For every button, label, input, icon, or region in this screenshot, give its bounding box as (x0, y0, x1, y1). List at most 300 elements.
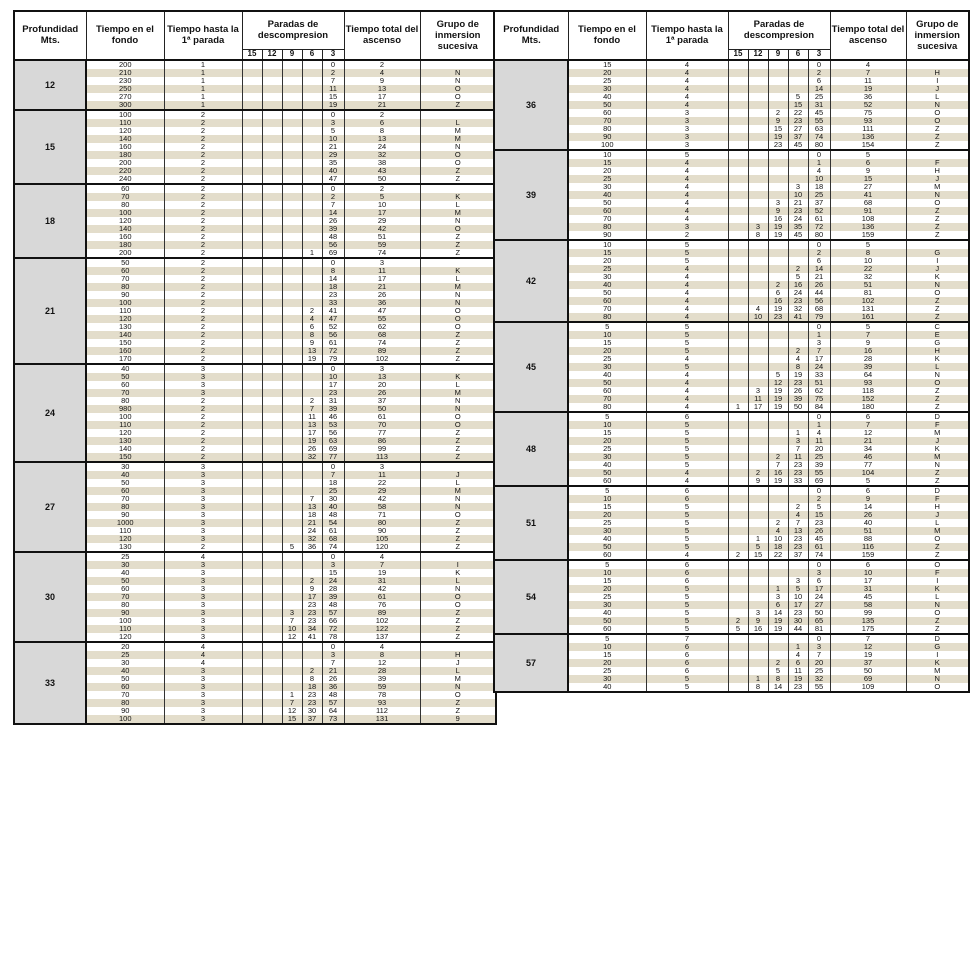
bottom-time-cell: 40 (568, 371, 646, 379)
first-stop-cell: 6 (646, 486, 728, 495)
stop-12-cell (262, 315, 282, 323)
stop-12-cell (748, 60, 768, 69)
bottom-time-cell: 5 (568, 322, 646, 331)
table-row (14, 291, 496, 299)
stop-12-cell (262, 307, 282, 315)
group-cell: G (906, 249, 969, 257)
stop-15-cell (242, 389, 262, 397)
stop-9-cell (282, 651, 302, 659)
stop-12-cell (262, 355, 282, 364)
group-cell (420, 258, 496, 267)
header-stop-6: 6 (302, 49, 322, 60)
stop-3-cell: 52 (322, 323, 344, 331)
stop-12-cell (748, 322, 768, 331)
stop-6-cell (788, 634, 808, 643)
total-ascent-cell: 10 (830, 257, 906, 265)
stop-9-cell: 19 (768, 133, 788, 141)
bottom-time-cell: 50 (86, 577, 164, 585)
bottom-time-cell: 15 (568, 339, 646, 347)
stop-15-cell (728, 585, 748, 593)
table-row (14, 642, 496, 651)
stop-15-cell (242, 143, 262, 151)
total-ascent-cell: 180 (830, 403, 906, 412)
stop-12-cell: 1 (748, 675, 768, 683)
stop-3-cell: 46 (322, 413, 344, 421)
stop-3-cell: 0 (322, 184, 344, 193)
stop-15-cell (728, 683, 748, 692)
stop-3-cell: 2 (322, 69, 344, 77)
stop-15-cell (242, 93, 262, 101)
bottom-time-cell: 30 (568, 453, 646, 461)
total-ascent-cell: 28 (830, 355, 906, 363)
total-ascent-cell: 39 (830, 363, 906, 371)
stop-12-cell (262, 275, 282, 283)
total-ascent-cell: 6 (830, 560, 906, 569)
total-ascent-cell: 71 (344, 511, 420, 519)
bottom-time-cell: 240 (86, 175, 164, 184)
first-stop-cell: 4 (646, 469, 728, 477)
group-cell: O (906, 535, 969, 543)
first-stop-cell: 2 (164, 421, 242, 429)
total-ascent-cell: 7 (830, 421, 906, 429)
stop-9-cell (282, 519, 302, 527)
stop-12-cell (748, 339, 768, 347)
stop-6-cell (302, 552, 322, 561)
group-cell: M (420, 389, 496, 397)
total-ascent-cell: 58 (830, 601, 906, 609)
first-stop-cell: 5 (646, 683, 728, 692)
stop-12-cell (262, 225, 282, 233)
total-ascent-cell: 42 (344, 495, 420, 503)
total-ascent-cell: 74 (344, 249, 420, 258)
header-depth: Profundidad Mts. (14, 11, 86, 60)
stop-12-cell (262, 93, 282, 101)
table-row (494, 60, 969, 69)
group-cell: C (906, 322, 969, 331)
stop-15-cell (242, 249, 262, 258)
bottom-time-cell: 25 (568, 667, 646, 675)
stop-6-cell: 4 (788, 355, 808, 363)
group-cell: M (420, 487, 496, 495)
stop-15-cell (728, 60, 748, 69)
stop-15-cell (242, 373, 262, 381)
header-first-stop: Tiempo hasta la 1ª parada (646, 11, 728, 60)
stop-15-cell (728, 371, 748, 379)
bottom-time-cell: 110 (86, 307, 164, 315)
stop-12-cell (262, 462, 282, 471)
stop-12-cell (262, 569, 282, 577)
stop-15-cell (242, 429, 262, 437)
stop-12-cell (262, 675, 282, 683)
stop-9-cell (282, 315, 302, 323)
first-stop-cell: 5 (646, 347, 728, 355)
stop-9-cell: 2 (768, 453, 788, 461)
table-row (14, 60, 496, 69)
group-cell: Z (420, 331, 496, 339)
bottom-time-cell: 160 (86, 347, 164, 355)
stop-9-cell (282, 209, 302, 217)
stop-15-cell (242, 445, 262, 453)
group-cell (420, 60, 496, 69)
stop-9-cell (768, 511, 788, 519)
stop-9-cell (282, 201, 302, 209)
bottom-time-cell: 60 (86, 683, 164, 691)
stop-3-cell: 5 (808, 503, 830, 511)
stop-15-cell (728, 347, 748, 355)
stop-12-cell (262, 127, 282, 135)
bottom-time-cell: 60 (86, 585, 164, 593)
stop-15-cell (242, 339, 262, 347)
stop-6-cell: 1 (788, 429, 808, 437)
first-stop-cell: 3 (164, 495, 242, 503)
stop-9-cell (282, 60, 302, 69)
bottom-time-cell: 60 (86, 184, 164, 193)
bottom-time-cell: 130 (86, 437, 164, 445)
stop-15-cell (728, 85, 748, 93)
stop-9-cell (282, 495, 302, 503)
stop-12-cell (262, 609, 282, 617)
stop-12-cell (748, 593, 768, 601)
header-stop-15: 15 (728, 49, 748, 60)
total-ascent-cell: 108 (830, 215, 906, 223)
first-stop-cell: 3 (164, 585, 242, 593)
stop-6-cell (302, 283, 322, 291)
stop-3-cell: 8 (322, 267, 344, 275)
bottom-time-cell: 150 (86, 453, 164, 462)
bottom-time-cell: 20 (568, 257, 646, 265)
total-ascent-cell: 14 (830, 503, 906, 511)
stop-6-cell (302, 119, 322, 127)
stop-15-cell (242, 651, 262, 659)
stop-12-cell (748, 101, 768, 109)
bottom-time-cell: 980 (86, 405, 164, 413)
bottom-time-cell: 90 (86, 707, 164, 715)
group-cell: L (906, 363, 969, 371)
group-cell: K (906, 355, 969, 363)
stop-6-cell: 44 (788, 625, 808, 634)
stop-3-cell: 4 (808, 429, 830, 437)
first-stop-cell: 2 (164, 397, 242, 405)
stop-3-cell: 15 (322, 569, 344, 577)
stop-12-cell (748, 125, 768, 133)
stop-12-cell (262, 339, 282, 347)
stop-9-cell: 10 (768, 535, 788, 543)
stop-9-cell (768, 240, 788, 249)
stop-6-cell (302, 258, 322, 267)
stop-9-cell (282, 667, 302, 675)
total-ascent-cell: 152 (830, 395, 906, 403)
bottom-time-cell: 140 (86, 225, 164, 233)
stop-12-cell: 11 (748, 395, 768, 403)
stop-15-cell (242, 241, 262, 249)
stop-15-cell (242, 315, 262, 323)
total-ascent-cell: 55 (344, 315, 420, 323)
stop-9-cell (282, 453, 302, 462)
table-row (14, 659, 496, 667)
total-ascent-cell: 9 (830, 339, 906, 347)
stop-15-cell (728, 101, 748, 109)
stop-12-cell (262, 347, 282, 355)
stop-9-cell: 3 (768, 593, 788, 601)
group-cell: Z (906, 231, 969, 240)
stop-6-cell: 16 (788, 281, 808, 289)
bottom-time-cell: 30 (86, 462, 164, 471)
stop-9-cell: 3 (768, 199, 788, 207)
table-row (14, 462, 496, 471)
stop-12-cell (262, 381, 282, 389)
stop-15-cell (728, 199, 748, 207)
bottom-time-cell: 20 (568, 585, 646, 593)
stop-6-cell: 4 (788, 511, 808, 519)
stop-12-cell (748, 69, 768, 77)
first-stop-cell: 3 (164, 373, 242, 381)
depth-cell: 54 (494, 560, 568, 634)
header-stop-15: 15 (242, 49, 262, 60)
group-cell: H (906, 347, 969, 355)
header-first-stop: Tiempo hasta la 1ª parada (164, 11, 242, 60)
table-row (14, 275, 496, 283)
first-stop-cell: 3 (646, 223, 728, 231)
total-ascent-cell: 15 (830, 175, 906, 183)
stop-15-cell (242, 184, 262, 193)
first-stop-cell: 4 (646, 199, 728, 207)
stop-12-cell (748, 519, 768, 527)
stop-3-cell: 45 (808, 535, 830, 543)
total-ascent-cell: 36 (830, 93, 906, 101)
stop-6-cell (302, 85, 322, 93)
table-row (14, 69, 496, 77)
group-cell: Z (420, 347, 496, 355)
stop-6-cell: 19 (302, 355, 322, 364)
first-stop-cell: 2 (164, 347, 242, 355)
total-ascent-cell: 16 (830, 347, 906, 355)
first-stop-cell: 2 (164, 331, 242, 339)
group-cell: Z (906, 305, 969, 313)
stop-3-cell: 39 (322, 405, 344, 413)
bottom-time-cell: 25 (568, 519, 646, 527)
stop-15-cell (242, 569, 262, 577)
stop-3-cell: 23 (322, 291, 344, 299)
stop-3-cell: 72 (322, 625, 344, 633)
total-ascent-cell: 93 (830, 117, 906, 125)
stop-9-cell (282, 552, 302, 561)
stop-3-cell: 73 (322, 715, 344, 724)
group-cell: M (420, 135, 496, 143)
total-ascent-cell: 120 (344, 543, 420, 552)
stop-12-cell (748, 77, 768, 85)
group-cell: K (420, 373, 496, 381)
group-cell: L (420, 275, 496, 283)
stop-6-cell (302, 175, 322, 184)
group-cell: J (420, 659, 496, 667)
stop-12-cell (262, 233, 282, 241)
stop-3-cell: 74 (322, 543, 344, 552)
stop-3-cell: 25 (808, 191, 830, 199)
stop-15-cell (242, 101, 262, 110)
stop-15-cell (242, 699, 262, 707)
first-stop-cell: 4 (164, 552, 242, 561)
table-row (14, 101, 496, 110)
stop-6-cell: 8 (302, 331, 322, 339)
stop-12-cell (748, 240, 768, 249)
first-stop-cell: 4 (646, 265, 728, 273)
stop-6-cell (302, 60, 322, 69)
stop-3-cell: 0 (808, 560, 830, 569)
total-ascent-cell: 161 (830, 313, 906, 322)
stop-3-cell: 10 (322, 373, 344, 381)
stop-9-cell (768, 445, 788, 453)
group-cell: Z (420, 625, 496, 633)
bottom-time-cell: 220 (86, 167, 164, 175)
total-ascent-cell: 51 (830, 527, 906, 535)
total-ascent-cell: 42 (344, 585, 420, 593)
group-cell: Z (420, 429, 496, 437)
stop-15-cell (728, 249, 748, 257)
stop-15-cell (242, 119, 262, 127)
stop-9-cell: 5 (768, 667, 788, 675)
group-cell: L (906, 593, 969, 601)
group-cell: Z (906, 551, 969, 560)
stop-3-cell: 37 (808, 199, 830, 207)
total-ascent-cell: 51 (344, 233, 420, 241)
stop-6-cell: 23 (302, 609, 322, 617)
table-row (14, 437, 496, 445)
stop-6-cell: 33 (788, 477, 808, 486)
table-row (14, 159, 496, 167)
header-stop-12: 12 (262, 49, 282, 60)
bottom-time-cell: 15 (568, 60, 646, 69)
stop-9-cell (282, 683, 302, 691)
stop-6-cell: 37 (788, 551, 808, 560)
stop-15-cell (728, 183, 748, 191)
header-group: Grupo de inmersion sucesiva (906, 11, 969, 60)
stop-9-cell (282, 413, 302, 421)
total-ascent-cell: 7 (830, 331, 906, 339)
total-ascent-cell: 13 (344, 85, 420, 93)
first-stop-cell: 3 (164, 527, 242, 535)
group-cell: N (906, 191, 969, 199)
first-stop-cell: 2 (164, 249, 242, 258)
stop-6-cell: 23 (788, 535, 808, 543)
first-stop-cell: 3 (164, 479, 242, 487)
table-row (14, 511, 496, 519)
depth-cell: 39 (494, 150, 568, 240)
stop-15-cell (728, 265, 748, 273)
bottom-time-cell: 50 (568, 379, 646, 387)
stop-6-cell (788, 175, 808, 183)
stop-12-cell (262, 175, 282, 184)
first-stop-cell: 5 (646, 625, 728, 634)
stop-15-cell (242, 585, 262, 593)
stop-12-cell (748, 445, 768, 453)
group-cell: O (420, 85, 496, 93)
group-cell: H (420, 651, 496, 659)
first-stop-cell: 2 (164, 307, 242, 315)
total-ascent-cell: 17 (344, 93, 420, 101)
stop-9-cell: 12 (282, 633, 302, 642)
group-cell: F (906, 421, 969, 429)
stop-3-cell: 0 (322, 258, 344, 267)
stop-9-cell (282, 167, 302, 175)
stop-6-cell (302, 659, 322, 667)
stop-12-cell: 2 (748, 469, 768, 477)
stop-3-cell: 63 (322, 437, 344, 445)
stop-3-cell: 0 (808, 634, 830, 643)
stop-6-cell: 23 (788, 117, 808, 125)
group-cell: Z (420, 167, 496, 175)
first-stop-cell: 4 (646, 77, 728, 85)
stop-9-cell (282, 159, 302, 167)
stop-12-cell (748, 577, 768, 585)
stop-12-cell (262, 503, 282, 511)
stop-15-cell (242, 715, 262, 724)
stop-12-cell (748, 281, 768, 289)
total-ascent-cell: 9 (344, 77, 420, 85)
group-cell: N (420, 77, 496, 85)
bottom-time-cell: 150 (86, 339, 164, 347)
table-row (14, 241, 496, 249)
stop-9-cell (768, 101, 788, 109)
stop-3-cell: 80 (808, 141, 830, 150)
bottom-time-cell: 20 (568, 511, 646, 519)
stop-6-cell (302, 135, 322, 143)
first-stop-cell: 3 (164, 675, 242, 683)
stop-3-cell: 11 (808, 437, 830, 445)
table-row (14, 715, 496, 724)
stop-6-cell (302, 110, 322, 119)
stop-12-cell (262, 283, 282, 291)
stop-3-cell: 25 (322, 487, 344, 495)
stop-9-cell (282, 569, 302, 577)
total-ascent-cell: 26 (344, 291, 420, 299)
bottom-time-cell: 20 (568, 659, 646, 667)
stop-6-cell: 23 (302, 617, 322, 625)
group-cell: Z (906, 133, 969, 141)
table-row (14, 453, 496, 462)
stop-15-cell (728, 125, 748, 133)
group-cell: O (420, 511, 496, 519)
stop-6-cell: 22 (788, 109, 808, 117)
table-row (14, 373, 496, 381)
header-total-ascent: Tiempo total del ascenso (830, 11, 906, 60)
total-ascent-cell: 10 (344, 201, 420, 209)
first-stop-cell: 5 (646, 585, 728, 593)
bottom-time-cell: 50 (86, 258, 164, 267)
first-stop-cell: 4 (646, 85, 728, 93)
stop-12-cell: 9 (748, 617, 768, 625)
stop-15-cell (242, 421, 262, 429)
total-ascent-cell: 102 (830, 297, 906, 305)
first-stop-cell: 1 (164, 60, 242, 69)
stop-12-cell (262, 421, 282, 429)
group-cell: Z (906, 387, 969, 395)
total-ascent-cell: 17 (344, 209, 420, 217)
total-ascent-cell: 111 (830, 125, 906, 133)
stop-3-cell: 47 (322, 175, 344, 184)
first-stop-cell: 3 (164, 601, 242, 609)
stop-3-cell: 15 (808, 511, 830, 519)
first-stop-cell: 2 (164, 143, 242, 151)
stop-3-cell: 28 (322, 585, 344, 593)
stop-9-cell: 19 (768, 387, 788, 395)
first-stop-cell: 4 (646, 281, 728, 289)
first-stop-cell: 6 (646, 667, 728, 675)
stop-6-cell: 32 (788, 305, 808, 313)
stop-12-cell (262, 60, 282, 69)
stop-6-cell: 45 (788, 141, 808, 150)
stop-3-cell: 81 (808, 625, 830, 634)
bottom-time-cell: 15 (568, 651, 646, 659)
